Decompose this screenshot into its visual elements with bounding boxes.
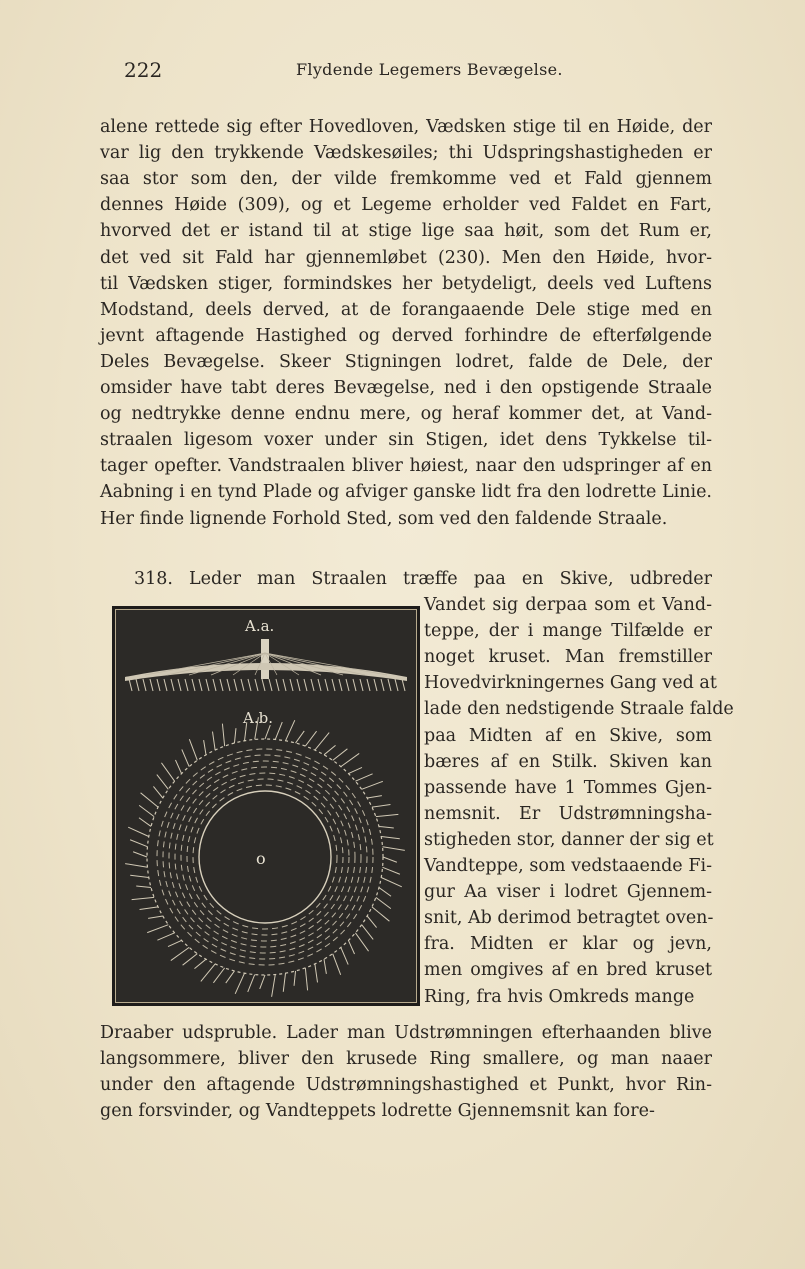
text-line: tager opefter. Vandstraalen bliver høiest, naar den udspringer af en	[100, 456, 712, 477]
text-line: saa stor som den, der vilde fremkomme ved et Fald gjennem	[100, 169, 712, 190]
droplet-spray	[324, 959, 326, 974]
droplet-spray	[294, 971, 296, 986]
droplet-spray	[201, 964, 215, 981]
ripple-stroke	[304, 679, 307, 691]
ripple-stroke	[346, 679, 349, 691]
text-line: Vandet sig derpaa som et Vand-	[424, 595, 712, 615]
ripple-stroke	[143, 679, 146, 691]
droplet-spray	[212, 732, 215, 751]
text-line: Modstand, deels derved, at de forangaaende Dele stige med en	[100, 299, 712, 320]
droplet-spray	[265, 725, 270, 739]
figure-label-aa: A.a.	[245, 617, 275, 635]
text-line: og nedtrykke denne endnu mere, og heraf kommer det, at Vand-	[100, 404, 712, 425]
text-line: Vandteppe, som vedstaaende Fi-	[424, 856, 712, 876]
droplet-spray	[372, 907, 389, 921]
text-line: stigheden stor, danner der sig et	[424, 829, 714, 850]
droplet-spray	[204, 740, 206, 755]
ripple-stroke	[311, 679, 314, 691]
ripple-stroke	[395, 679, 398, 691]
ripple-stroke	[199, 679, 202, 691]
droplet-spray	[341, 947, 348, 964]
droplet-spray	[222, 724, 224, 746]
text-line: fra. Midten er klar og jevn,	[424, 934, 712, 955]
droplet-spray	[379, 826, 394, 828]
ripple-stroke	[129, 679, 132, 691]
text-line: paa Midten af en Skive, som	[424, 725, 712, 746]
ripple-stroke	[276, 679, 279, 691]
text-line: men omgives af en bred kruset	[424, 960, 712, 981]
text-line: noget kruset. Man fremstiller	[424, 647, 712, 668]
text-line: dennes Høide (309), og et Legeme erholder ved Faldet en Fart,	[100, 195, 712, 216]
droplet-spray	[333, 749, 348, 761]
droplet-spray	[182, 749, 189, 766]
ripple-stroke	[332, 679, 335, 691]
droplet-spray	[372, 804, 391, 807]
text-line: det ved sit Fald har gjennemløbet (230). Men den Høide, hvor-	[100, 247, 712, 268]
droplet-spray	[324, 745, 336, 754]
ripple-stroke	[269, 679, 272, 691]
droplet-spray	[125, 864, 147, 868]
text-line: alene rettede sig efter Hovedloven, Vædsken stige til en Høide, der	[100, 117, 712, 137]
droplet-spray	[383, 857, 397, 862]
ripple-stroke	[283, 679, 286, 691]
droplet-spray	[315, 964, 318, 983]
ripple-stroke	[255, 679, 258, 691]
ripple-stroke	[297, 679, 300, 691]
droplet-spray	[315, 733, 329, 750]
droplet-spray	[381, 837, 400, 839]
droplet-spray	[305, 968, 307, 990]
text-line: gen forsvinder, og Vandteppets lodrette Gjennemsnit kan fore-	[100, 1101, 655, 1122]
droplet-spray	[132, 897, 154, 899]
droplet-spray	[161, 763, 174, 781]
ripple-stroke	[150, 679, 153, 691]
droplet-spray	[234, 728, 236, 743]
droplet-spray	[376, 814, 398, 816]
ripple-stroke	[136, 679, 139, 691]
ripple-stroke	[248, 679, 251, 691]
droplet-spray	[153, 786, 162, 798]
running-head: Flydende Legemers Bevægelse.	[296, 60, 563, 79]
droplet-spray	[333, 954, 341, 975]
droplet-spray	[136, 886, 151, 888]
text-line: straalen ligesom voxer under sin Stigen, idet dens Tykkelse til-	[100, 430, 712, 451]
text-line: Ring, fra hvis Omkreds mange	[424, 986, 695, 1007]
droplet-spray	[157, 775, 169, 790]
droplet-spray	[362, 925, 374, 940]
ripple-stroke	[157, 679, 160, 691]
droplet-spray	[379, 888, 391, 897]
droplet-spray	[362, 781, 383, 789]
droplet-spray	[235, 973, 244, 994]
droplet-spray	[355, 933, 368, 951]
droplet-spray	[168, 940, 182, 946]
text-line: teppe, der i mange Tilfælde er	[424, 621, 712, 642]
droplet-spray	[189, 739, 197, 760]
text-line: nemsnit. Er Udstrømningsha-	[424, 803, 712, 824]
droplet-spray	[367, 796, 382, 798]
ripple-stroke	[234, 679, 237, 691]
droplet-spray	[147, 925, 168, 933]
ripple-stroke	[360, 679, 363, 691]
droplet-spray	[130, 875, 149, 877]
droplet-spray	[383, 867, 400, 874]
droplet-spray	[157, 933, 174, 940]
droplet-spray	[275, 722, 282, 739]
droplet-spray	[348, 940, 354, 954]
ripple-stroke	[339, 679, 342, 691]
text-line: bæres af en Stilk. Skiven kan	[424, 751, 712, 772]
text-line: langsommere, bliver den krusede Ring smallere, og man naaer	[100, 1049, 712, 1070]
page-number: 222	[124, 58, 163, 82]
ripple-stroke	[388, 679, 391, 691]
ripple-stroke	[171, 679, 174, 691]
droplet-spray	[213, 968, 224, 983]
droplet-spray	[194, 959, 206, 968]
ripple-stroke	[178, 679, 181, 691]
droplet-spray	[285, 720, 294, 741]
droplet-spray	[141, 793, 158, 807]
text-line: Deles Bevægelse. Skeer Stigningen lodret, falde de Dele, der	[100, 351, 712, 372]
figure-label-ab: A.b.	[243, 709, 273, 727]
droplet-spray	[348, 767, 362, 773]
ripple-stroke	[262, 679, 265, 691]
droplet-spray	[376, 897, 391, 908]
ripple-stroke	[164, 679, 167, 691]
droplet-spray	[367, 916, 376, 928]
ripple-stroke	[241, 679, 244, 691]
text-line: jevnt aftagende Hastighed og derved forhindre de efterfølgende	[100, 325, 712, 346]
page-header	[0, 58, 805, 84]
text-line: var lig den trykkende Vædskesøiles; thi Udspringshastigheden er	[100, 143, 712, 164]
ripple-stroke	[192, 679, 195, 691]
ripple-stroke	[353, 679, 356, 691]
ripple-stroke	[325, 679, 328, 691]
droplet-spray	[171, 947, 189, 960]
droplet-spray	[139, 818, 151, 827]
droplet-spray	[355, 774, 372, 781]
text-line: lade den nedstigende Straale falde	[424, 699, 734, 720]
droplet-spray	[133, 852, 147, 857]
droplet-spray	[139, 805, 154, 816]
droplet-spray	[175, 760, 181, 774]
text-line: Aabning i en tynd Plade og afviger ganske lidt fra den lodrette Linie.	[100, 482, 712, 503]
ripple-stroke	[206, 679, 209, 691]
text-line: gur Aa viser i lodret Gjennem-	[424, 882, 712, 903]
droplet-spray	[260, 975, 265, 989]
droplet-spray	[226, 971, 235, 983]
droplet-spray	[183, 954, 198, 966]
figure-illustration	[115, 609, 417, 1003]
ripple-stroke	[227, 679, 230, 691]
text-line: Hovedvirkningernes Gang ved at	[424, 673, 717, 694]
ripple-stroke	[381, 679, 384, 691]
droplet-spray	[341, 753, 359, 766]
ripple-stroke	[374, 679, 377, 691]
text-line: snit, Ab derimod betragtet oven-	[424, 908, 714, 929]
ripple-stroke	[290, 679, 293, 691]
text-line: Her finde lignende Forhold Sted, som ved den faldende Straale.	[100, 508, 668, 529]
ripple-stroke	[213, 679, 216, 691]
figure-center-mark: o	[256, 849, 266, 868]
droplet-spray	[140, 907, 159, 910]
ripple-stroke	[318, 679, 321, 691]
droplet-spray	[283, 973, 285, 992]
text-line: under den aftagende Udstrømningshastighed et Punkt, hvor Rin-	[100, 1075, 712, 1096]
droplet-spray	[296, 731, 305, 743]
section-318-first-line: 318. Leder man Straalen træffe paa en Skive, udbreder	[134, 569, 712, 589]
droplet-spray	[272, 975, 276, 997]
droplet-spray	[128, 827, 149, 836]
ripple-stroke	[367, 679, 370, 691]
ripple-stroke	[402, 679, 405, 691]
text-line: Draaber udspruble. Lader man Udstrømningen efterhaanden blive	[100, 1023, 712, 1043]
droplet-spray	[130, 840, 147, 847]
droplet-spray	[381, 877, 402, 886]
ripple-stroke	[220, 679, 223, 691]
figure-water-sheet	[112, 606, 420, 1006]
droplet-spray	[305, 731, 316, 746]
text-line: til Vædsken stiger, formindskes her betydeligt, deels ved Luftens	[100, 273, 712, 294]
text-line: omsider have tabt deres Bevægelse, ned i den opstigende Straale	[100, 378, 712, 398]
droplet-spray	[248, 975, 255, 992]
text-line: passende have 1 Tommes Gjen-	[424, 777, 712, 798]
text-line: hvorved det er istand til at stige lige saa høit, som det Rum er,	[100, 221, 712, 242]
ripple-stroke	[185, 679, 188, 691]
droplet-spray	[148, 916, 163, 918]
droplet-spray	[383, 847, 405, 851]
